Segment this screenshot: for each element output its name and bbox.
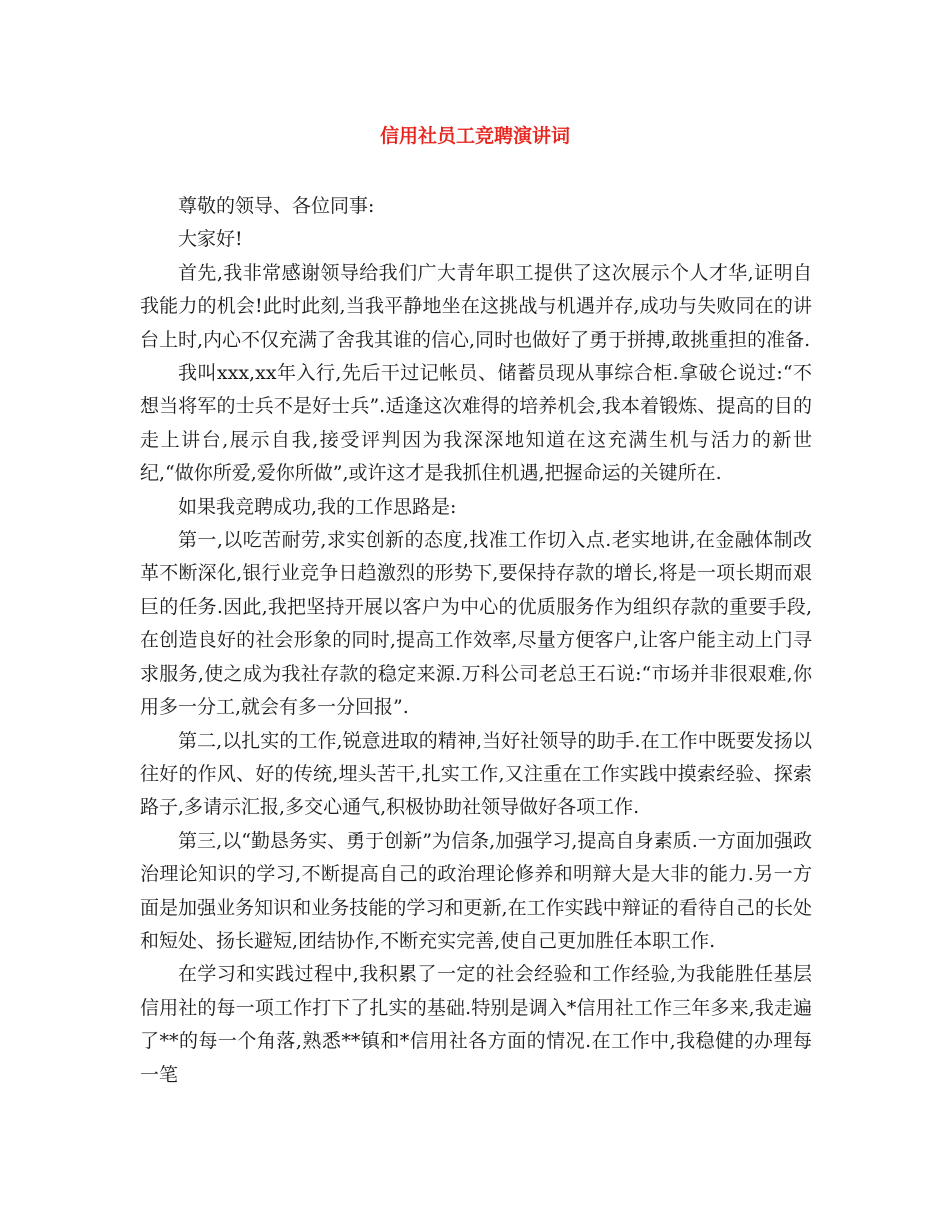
document-body bbox=[140, 190, 812, 1092]
paragraph-salutation: 尊敬的领导、各位同事: bbox=[178, 195, 375, 217]
paragraph-point-two: 第二,以扎实的工作,锐意进取的精神,当好社领导的助手.在工作中既要发扬以往好的作风、好的传统,埋头苦干,扎实工作,又注重在工作实践中摸索经验、探索路子,多请示汇报,多交心通气,积极协助社领导做好各项工作. bbox=[140, 729, 812, 819]
paragraph-self-introduction: 我叫xxx,xx年入行,先后干过记帐员、储蓄员现从事综合柜.拿破仑说过:“不想当将军的士兵不是好士兵”.适逢这次难得的培养机会,我本着锻炼、提高的目的走上讲台,展示自我,接受评判因为我深深地知道在这充满生机与活力的新世纪,“做你所爱,爱你所做”,或许这才是我抓住机遇,把握命运的关键所在. bbox=[140, 362, 812, 485]
paragraph-opening: 首先,我非常感谢领导给我们广大青年职工提供了这次展示个人才华,证明自我能力的机会!此时此刻,当我平静地坐在这挑战与机遇并存,成功与失败同在的讲台上时,内心不仅充满了舍我其谁的信心,同时也做好了勇于拼搏,敢挑重担的准备. bbox=[140, 261, 812, 351]
paragraph-point-three: 第三,以“勤恳务实、勇于创新”为信条,加强学习,提高自身素质.一方面加强政治理论知识的学习,不断提高自己的政治理论修养和明辩大是大非的能力.另一方面是加强业务知识和业务技能的学习和更新,在工作实践中辩证的看待自己的长处和短处、扬长避短,团结协作,不断充实完善,使自己更加胜任本职工作. bbox=[140, 829, 812, 952]
paragraph-point-one: 第一,以吃苦耐劳,求实创新的态度,找准工作切入点.老实地讲,在金融体制改革不断深化,银行业竞争日趋激烈的形势下,要保持存款的增长,将是一项长期而艰巨的任务.因此,我把坚持开展以客户为中心的优质服务作为组织存款的重要手段,在创造良好的社会形象的同时,提高工作效率,尽量方便客户,让客户能主动上门寻求服务,使之成为我社存款的稳定来源.万科公司老总王石说:“市场并非很艰难,你用多一分工,就会有多一分回报”. bbox=[140, 529, 812, 719]
paragraph-experience: 在学习和实践过程中,我积累了一定的社会经验和工作经验,为我能胜任基层信用社的每一项工作打下了扎实的基础.特别是调入*信用社工作三年多来,我走遍了**的每一个角落,熟悉**镇和*信用社各方面的情况.在工作中,我稳健的办理每一笔 bbox=[140, 963, 812, 1086]
document-title: 信用社员工竞聘演讲词 bbox=[379, 125, 570, 147]
paragraph-greeting: 大家好! bbox=[178, 228, 243, 251]
paragraph-work-plan-intro: 如果我竞聘成功,我的工作思路是: bbox=[178, 495, 457, 518]
